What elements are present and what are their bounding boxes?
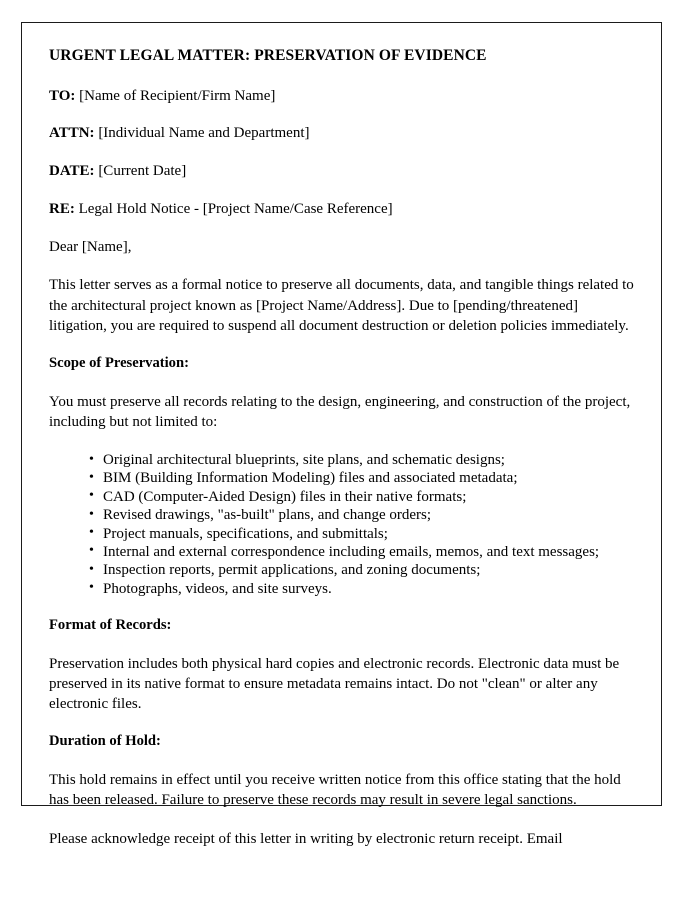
meta-value-date: [Current Date] [98,163,187,180]
meta-label-attn: ATTN: [49,125,95,142]
meta-label-re: RE: [49,200,75,217]
scope-bullet-list [49,451,635,598]
duration-paragraph: This hold remains in effect until you receive written notice from this office stating that the hold has been released. Failure to preserve these records may result in severe legal sanctions. [49,771,621,809]
meta-label-date: DATE: [49,163,95,180]
list-item: • BIM (Building Information Modeling) files and associated metadata; [89,469,635,487]
list-item: • Revised drawings, "as-built" plans, and change orders; [89,506,635,524]
format-paragraph: Preservation includes both physical hard copies and electronic records. Electronic data must be preserved in its native format to ensure metadata remains intact. Do not "clean" or alter any electronic files. [49,655,620,713]
salutation: Dear [Name], [49,238,132,255]
list-item: • Internal and external correspondence including emails, memos, and text messages; [89,543,635,561]
intro-paragraph: This letter serves as a formal notice to preserve all documents, data, and tangible things related to the architectural project known as [Project Name/Address]. Due to [pending/threatened] litigation, you are required to suspend all document destruction or deletion policies immediately. [49,277,634,334]
scope-intro-paragraph: You must preserve all records relating to the design, engineering, and construction of the project, including but not limited to: [49,393,631,430]
document-body [22,23,663,848]
meta-line-re [49,200,635,219]
section-heading-scope: Scope of Preservation: [49,355,189,372]
meta-line-attn [49,124,635,143]
section-heading-duration: Duration of Hold: [49,733,161,750]
meta-value-attn: [Individual Name and Department] [98,125,310,142]
list-item: • Photographs, videos, and site surveys. [89,580,635,598]
meta-line-date [49,162,635,181]
section-heading-format: Format of Records: [49,617,172,634]
meta-value-re: Legal Hold Notice - [Project Name/Case Reference] [78,200,393,217]
list-item: • Project manuals, specifications, and submittals; [89,525,635,543]
meta-value-to: [Name of Recipient/Firm Name] [79,87,276,104]
document-page [21,22,662,848]
list-item: • Original architectural blueprints, site plans, and schematic designs; [89,451,635,469]
list-item: • Inspection reports, permit applications, and zoning documents; [89,561,635,579]
meta-label-to: TO: [49,87,76,104]
document-title: URGENT LEGAL MATTER: PRESERVATION OF EVIDENCE [49,47,487,64]
meta-line-to [49,87,635,106]
list-item: • CAD (Computer-Aided Design) files in their native formats; [89,488,635,506]
acknowledgement-paragraph-clipped: Please acknowledge receipt of this letter in writing by electronic return receipt. Email [49,831,563,848]
